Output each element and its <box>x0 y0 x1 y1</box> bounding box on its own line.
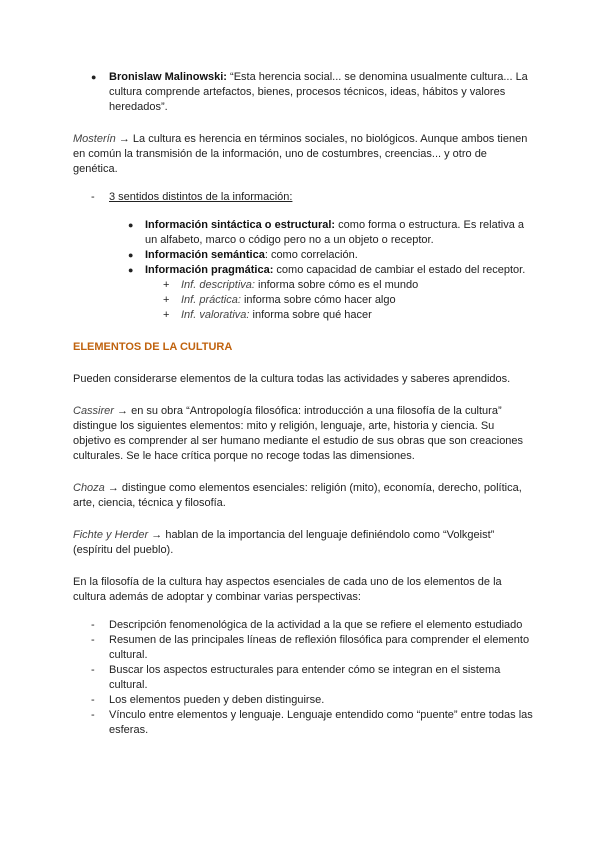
sentido-item <box>73 218 533 248</box>
cassirer-text: en su obra “Antropología filosófica: introducción a una filosofía de la cultura” distingue los siguientes elementos: mito y religión, lenguaje, arte, historia y ciencia. Su objetivo es comprender al ser humano mediante el estudio de sus obras que son creaciones culturales. Se le hace crítica porque no recoge todas las dimensiones. <box>73 405 524 462</box>
sub-item <box>73 308 533 323</box>
dash-marker: - <box>91 664 95 676</box>
perspectiva-text: Los elementos pueden y deben distinguirse. <box>109 694 325 706</box>
intro-paragraph: Pueden considerarse elementos de la cultura todas las actividades y saberes aprendidos. <box>73 373 511 385</box>
dash-marker: - <box>91 191 95 203</box>
sub-label: Inf. descriptiva: <box>181 279 255 291</box>
choza-text: distingue como elementos esenciales: religión (mito), economía, derecho, política, arte, ciencia, técnica y filosofía. <box>73 482 522 509</box>
perspectiva-text: Vínculo entre elementos y lenguaje. Lenguaje entendido como “puente” entre todas las esferas. <box>109 709 533 736</box>
document-page <box>73 70 533 738</box>
perspectiva-item <box>73 693 533 708</box>
sub-text: informa sobre cómo es el mundo <box>254 279 419 291</box>
bullet-dot: ● <box>128 265 134 275</box>
dash-marker: - <box>91 634 95 646</box>
mosterin-author: Mosterín <box>73 133 116 145</box>
arrow-glyph: → <box>117 405 129 417</box>
dash-marker: - <box>91 694 95 706</box>
sub-item <box>73 278 533 293</box>
sub-text: informa sobre cómo hacer algo <box>240 294 396 306</box>
sentido-label: Información sintáctica o estructural: <box>145 219 336 231</box>
sentidos-title: 3 sentidos distintos de la información: <box>109 191 293 203</box>
perspectiva-item <box>73 663 533 693</box>
sub-label: Inf. práctica: <box>181 294 241 306</box>
fichte-author: Fichte y Herder <box>73 529 149 541</box>
choza-paragraph <box>73 481 533 511</box>
sub-label: Inf. valorativa: <box>181 309 250 321</box>
perspectivas-intro: En la filosofía de la cultura hay aspectos esenciales de cada uno de los elementos de la cultura además de adoptar y combinar varias perspectivas: <box>73 576 502 603</box>
arrow-glyph: → <box>151 529 163 541</box>
plus-marker: + <box>163 309 170 321</box>
sentido-text: como capacidad de cambiar el estado del receptor. <box>273 264 526 276</box>
perspectiva-item <box>73 633 533 663</box>
sentido-item <box>73 248 533 263</box>
bullet-dot: ● <box>91 72 97 82</box>
perspectiva-text: Resumen de las principales líneas de reflexión filosófica para comprender el elemento cultural. <box>109 634 530 661</box>
bullet-malinowski <box>73 70 533 115</box>
plus-marker: + <box>163 294 170 306</box>
malinowski-quote: “Esta herencia social... se denomina usualmente cultura... La cultura comprende artefactos, bienes, procesos técnicos, ideas, hábitos y valores heredados”. <box>109 71 528 113</box>
cassirer-author: Cassirer <box>73 405 114 417</box>
fichte-paragraph <box>73 528 533 558</box>
perspectiva-text: Descripción fenomenológica de la actividad a la que se refiere el elemento estudiado <box>109 619 523 631</box>
dash-marker: - <box>91 709 95 721</box>
sub-item <box>73 293 533 308</box>
choza-author: Choza <box>73 482 105 494</box>
arrow-glyph: → <box>107 482 119 494</box>
arrow-glyph: → <box>118 133 130 145</box>
sentido-label: Información pragmática: <box>145 264 274 276</box>
sentidos-title-item <box>73 190 533 205</box>
fichte-text: hablan de la importancia del lenguaje definiéndolo como “Volkgeist” (espíritu del pueblo). <box>73 529 495 556</box>
sub-text: informa sobre qué hacer <box>249 309 372 321</box>
plus-marker: + <box>163 279 170 291</box>
perspectiva-item <box>73 618 533 633</box>
sentido-item <box>73 263 533 278</box>
bullet-dot: ● <box>128 220 134 230</box>
perspectiva-item <box>73 708 533 738</box>
sentido-label: Información semántica <box>145 249 265 261</box>
sentido-text: : como correlación. <box>264 249 358 261</box>
section-heading: ELEMENTOS DE LA CULTURA <box>73 341 233 353</box>
cassirer-paragraph <box>73 404 533 464</box>
mosterin-paragraph <box>73 132 533 177</box>
mosterin-text: La cultura es herencia en términos sociales, no biológicos. Aunque ambos tienen en común la transmisión de la información, uno de costumbres, creencias... y otro de genética. <box>73 133 528 175</box>
bullet-dot: ● <box>128 250 134 260</box>
dash-marker: - <box>91 619 95 631</box>
sentido-text: como forma o estructura. Es relativa a un alfabeto, marco o código pero no a un objeto o receptor. <box>145 219 525 246</box>
malinowski-name: Bronislaw Malinowski: <box>109 71 227 83</box>
perspectiva-text: Buscar los aspectos estructurales para entender cómo se integran en el sistema cultural. <box>109 664 501 691</box>
